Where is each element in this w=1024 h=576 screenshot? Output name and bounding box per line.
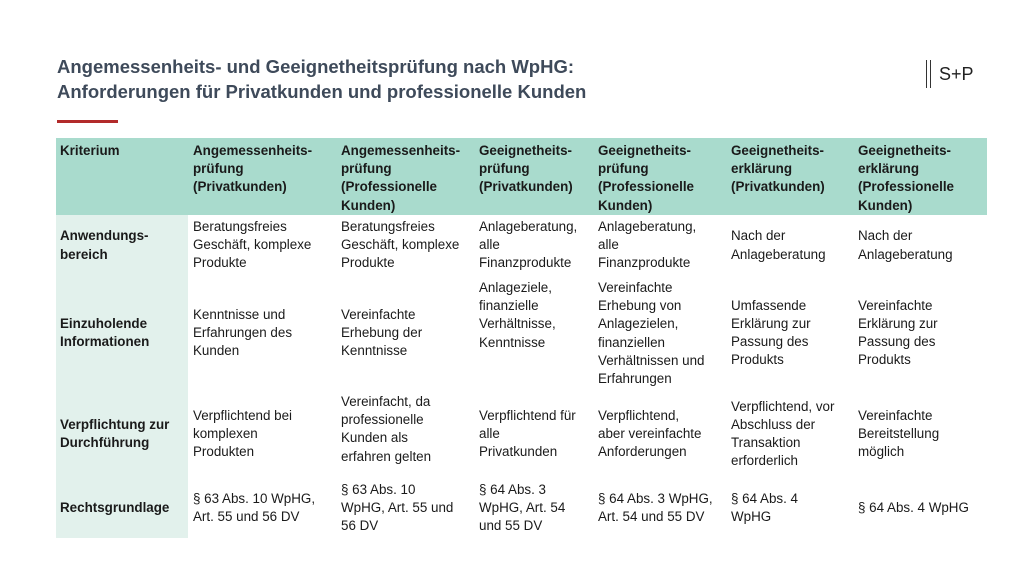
table-cell (594, 276, 727, 390)
cell-text-line: erforderlich (731, 453, 798, 469)
column-header (337, 138, 475, 215)
cell-text-line: WpHG (731, 509, 772, 524)
cell-text-line: (Privatkunden) (731, 179, 825, 195)
cell-text-line: prüfung (193, 161, 244, 177)
table-cell (727, 276, 854, 390)
table-cell (475, 478, 594, 538)
cell-text-line: Angemessenheits- (193, 143, 313, 158)
cell-text-line: prüfung (341, 161, 392, 177)
cell-text-line: und 55 DV (479, 518, 543, 534)
cell-text-line: Erfahrungen des (193, 324, 293, 340)
table-cell (594, 478, 727, 538)
cell-text-line: Produkte (341, 255, 395, 271)
cell-text-line: Beratungsfreies (193, 219, 287, 234)
cell-text-line: Verhältnisse, (479, 316, 556, 332)
cell-text-line: erklärung (731, 161, 793, 177)
cell-text-line: komplexen (193, 425, 258, 441)
cell-text-line: Kunden) (341, 197, 396, 213)
cell-text-line: § 64 Abs. 3 (479, 481, 547, 497)
column-header (594, 138, 727, 215)
table-cell (854, 390, 987, 478)
cell-text-line: finanzielle (479, 298, 539, 314)
cell-text-line: Kunden) (598, 197, 653, 213)
cell-text-line: professionelle (341, 412, 424, 428)
cell-text-line: Nach der (858, 228, 913, 244)
table-header-row (56, 138, 987, 215)
cell-text-line: Verpflichtend bei (193, 407, 293, 423)
table-cell (475, 215, 594, 276)
cell-text-line: § 64 Abs. 4 (731, 490, 799, 506)
cell-text-line: Passung des (858, 334, 936, 349)
column-header (854, 138, 987, 215)
cell-text-line: (Professionelle (341, 179, 437, 195)
cell-text-line: (Professionelle (858, 179, 954, 195)
cell-text-line: Passung des (731, 334, 809, 349)
table-cell (594, 390, 727, 478)
cell-text-line: Erklärung zur (731, 315, 811, 331)
table-cell (189, 276, 337, 390)
table-row (56, 390, 987, 478)
row-label (56, 390, 189, 478)
cell-text-line: Umfassende (731, 297, 807, 313)
cell-text-line: Geeignetheits- (598, 143, 692, 158)
cell-text-line: (Professionelle (598, 179, 694, 195)
table-row (56, 215, 987, 276)
title-line-1: Angemessenheits- und Geeignetheitsprüfung nach WpHG: (57, 56, 575, 77)
row-label (56, 215, 189, 276)
table-cell (337, 478, 475, 538)
cell-text-line: Anlagezielen, (598, 316, 679, 332)
cell-text-line: Anwendungs- (60, 228, 149, 244)
logo-bar (930, 60, 931, 88)
cell-text-line: Produkten (193, 444, 255, 460)
cell-text-line: Vereinfachte (598, 280, 673, 295)
cell-text-line: Nach der (731, 228, 786, 244)
cell-text-line: Einzuholende (60, 315, 148, 331)
cell-text-line: (Privatkunden) (193, 179, 287, 195)
cell-text-line: Vereinfachte (858, 407, 933, 423)
title-line-2: Anforderungen für Privatkunden und professionelle Kunden (57, 81, 587, 102)
cell-text-line: Erhebung der (341, 324, 423, 340)
cell-text-line: Kunden als (341, 430, 409, 446)
cell-text-line: Kriterium (60, 143, 120, 158)
cell-text-line: Geschäft, komplexe (341, 237, 460, 253)
logo-bar (926, 60, 927, 88)
cell-text-line: Geeignetheits- (858, 143, 952, 158)
cell-text-line: bereich (60, 246, 108, 262)
cell-text-line: Rechtsgrundlage (60, 499, 170, 515)
cell-text-line: alle (598, 237, 619, 253)
cell-text-line: Durchführung (60, 435, 150, 450)
cell-text-line: § 64 Abs. 4 WpHG (858, 499, 969, 515)
cell-text-line: prüfung (479, 161, 530, 177)
cell-text-line: Vereinfachte (341, 306, 416, 322)
cell-text-line: Vereinfacht, da (341, 394, 431, 409)
table-cell (854, 215, 987, 276)
cell-text-line: Kunden (193, 343, 240, 359)
table-cell (727, 390, 854, 478)
title-accent-line (57, 120, 118, 123)
logo (926, 60, 974, 88)
cell-text-line: Erklärung zur (858, 315, 938, 331)
cell-text-line: Erfahrungen (598, 371, 672, 387)
cell-text-line: Verpflichtung zur (60, 416, 170, 432)
table-cell (337, 215, 475, 276)
cell-text-line: WpHG, Art. 55 und (341, 499, 454, 515)
table-cell (189, 215, 337, 276)
cell-text-line: Anlageberatung, (598, 219, 697, 234)
cell-text-line: Produkts (858, 352, 911, 368)
logo-text: S+P (939, 63, 974, 84)
table-cell (337, 390, 475, 478)
table-cell (594, 215, 727, 276)
cell-text-line: (Privatkunden) (479, 179, 573, 195)
cell-text-line: möglich (858, 444, 905, 460)
table-cell (727, 215, 854, 276)
cell-text-line: Angemessenheits- (341, 143, 461, 158)
table-row (56, 276, 987, 390)
header-criterion (56, 138, 189, 215)
cell-text-line: Verpflichtend, vor (731, 398, 835, 414)
cell-text-line: Kunden) (858, 197, 913, 213)
cell-text-line: 56 DV (341, 518, 379, 534)
table-cell (337, 276, 475, 390)
cell-text-line: Art. 55 und 56 DV (193, 509, 300, 524)
cell-text-line: § 63 Abs. 10 WpHG, (193, 490, 316, 506)
cell-text-line: Kenntnisse (479, 334, 546, 350)
cell-text-line: Geeignetheits- (731, 143, 825, 158)
table-cell (854, 478, 987, 538)
cell-text-line: Privatkunden (479, 444, 558, 460)
column-header (475, 138, 594, 215)
cell-text-line: Verhältnissen und (598, 352, 705, 368)
table-cell (475, 276, 594, 390)
comparison-table (56, 138, 987, 538)
cell-text-line: erfahren gelten (341, 448, 432, 464)
cell-text-line: WpHG, Art. 54 (479, 499, 566, 515)
cell-text-line: aber vereinfachte (598, 425, 702, 441)
column-header (189, 138, 337, 215)
cell-text-line: erklärung (858, 161, 920, 177)
cell-text-line: Anforderungen (598, 444, 687, 460)
cell-text-line: alle (479, 237, 500, 253)
table-row (56, 478, 987, 538)
cell-text-line: Transaktion (731, 435, 801, 450)
cell-text-line: finanziellen (598, 334, 665, 350)
column-header (727, 138, 854, 215)
cell-text-line: Produkts (731, 352, 784, 368)
cell-text-line: Geeignetheits- (479, 143, 573, 158)
cell-text-line: Beratungsfreies (341, 219, 435, 234)
cell-text-line: prüfung (598, 161, 649, 177)
cell-text-line: Abschluss der (731, 416, 816, 432)
cell-text-line: § 64 Abs. 3 WpHG, (598, 490, 713, 506)
cell-text-line: Anlageberatung, (479, 219, 578, 234)
cell-text-line: Anlageziele, (479, 280, 552, 295)
cell-text-line: Finanzprodukte (598, 255, 691, 271)
cell-text-line: Informationen (60, 334, 150, 349)
cell-text-line: Verpflichtend, (598, 407, 680, 423)
cell-text-line: Bereitstellung (858, 425, 940, 441)
table-cell (854, 276, 987, 390)
cell-text-line: Kenntnisse und (193, 306, 286, 322)
cell-text-line: alle (479, 425, 500, 441)
cell-text-line: Verpflichtend für (479, 407, 576, 423)
cell-text-line: Finanzprodukte (479, 255, 572, 271)
cell-text-line: Vereinfachte (858, 297, 933, 313)
page-title (57, 54, 697, 104)
cell-text-line: Produkte (193, 255, 247, 271)
cell-text-line: Anlageberatung (858, 246, 953, 262)
cell-text-line: Geschäft, komplexe (193, 237, 312, 253)
row-label (56, 276, 189, 390)
table-cell (189, 478, 337, 538)
table-cell (727, 478, 854, 538)
cell-text-line: Kenntnisse (341, 343, 408, 359)
table-cell (475, 390, 594, 478)
cell-text-line: Erhebung von (598, 298, 682, 314)
cell-text-line: § 63 Abs. 10 (341, 481, 416, 497)
row-label (56, 478, 189, 538)
cell-text-line: Art. 54 und 55 DV (598, 509, 705, 524)
cell-text-line: Anlageberatung (731, 246, 826, 262)
table-cell (189, 390, 337, 478)
